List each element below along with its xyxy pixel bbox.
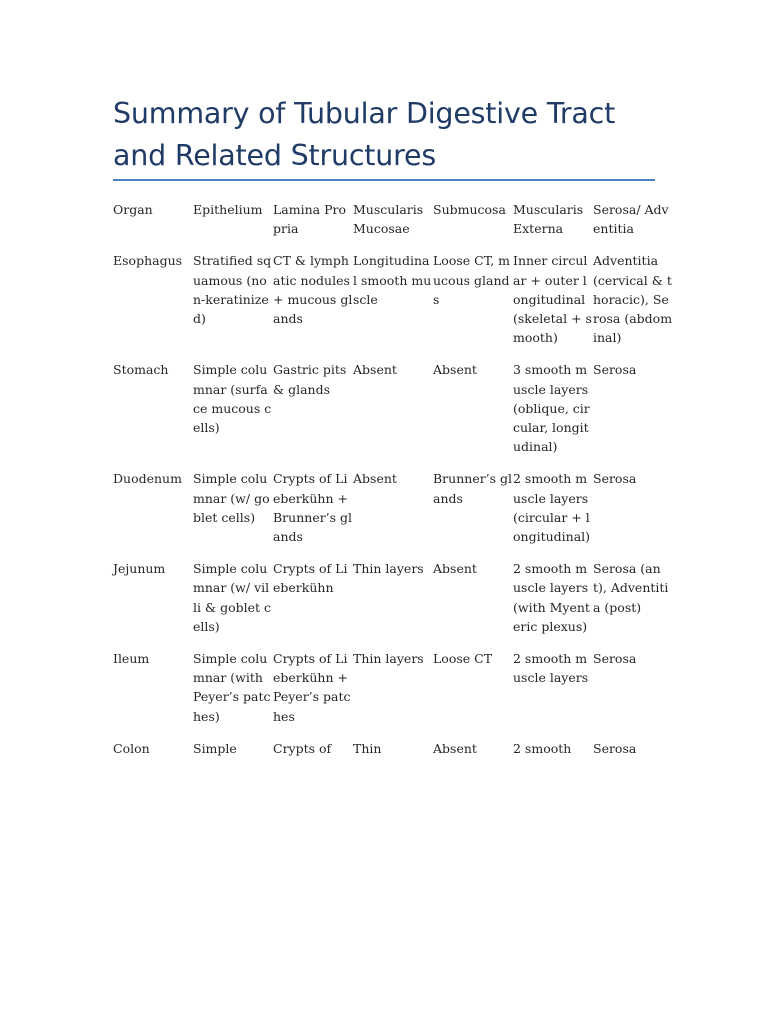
table-cell: Simple (193, 740, 237, 756)
table-cell: Crypts of Lieberkühn + Brunner’s glands (273, 471, 353, 545)
table-cell: Inner circular + outer longitudinal (skeletal + smooth) (513, 253, 592, 346)
organ-cell: Stomach (113, 362, 169, 378)
table-cell: Serosa (593, 740, 637, 756)
table-row (113, 559, 673, 649)
table-cell: Thin layers (353, 651, 424, 667)
table-cell: Crypts of Lieberkühn (273, 561, 348, 596)
table-cell: 2 smooth muscle layers (513, 651, 589, 686)
table-row (113, 469, 673, 559)
table-cell: Absent (353, 471, 397, 487)
table-cell: Gastric pits & glands (273, 362, 347, 397)
table-cell: 2 smooth muscle layers (with Myenteric plexus) (513, 561, 590, 634)
table-cell: Serosa (ant), Adventitia (post) (593, 561, 669, 615)
table-cell: Crypts of (273, 740, 332, 756)
table-row (113, 649, 673, 739)
header-cell: Muscularis Mucosae (353, 202, 424, 237)
header-cell: Lamina Propria (273, 202, 346, 237)
table-cell: CT & lymphatic nodules + mucous glands (273, 253, 353, 327)
organ-cell: Duodenum (113, 471, 182, 487)
table-cell: Simple columnar (w/ goblet cells) (193, 471, 270, 525)
summary-table (113, 200, 673, 771)
table-row (113, 739, 673, 771)
table-cell: 3 smooth muscle layers (oblique, circular, longitudinal) (513, 362, 590, 455)
table-cell: Absent (433, 362, 477, 378)
table-cell: Absent (433, 561, 477, 577)
table-cell: Thin layers (353, 561, 424, 577)
table-cell: Serosa (593, 471, 637, 487)
table-cell: Crypts of Lieberkühn + Peyer’s patches (273, 651, 351, 724)
table-cell: Loose CT, mucous glands (433, 253, 511, 307)
table-cell: Serosa (593, 362, 637, 378)
table-cell: Simple columnar (with Peyer’s patches) (193, 651, 271, 724)
table-cell: Loose CT (433, 651, 493, 667)
header-cell: Epithelium (193, 202, 263, 217)
header-cell: Serosa/ Adventitia (593, 202, 669, 237)
table-cell: Brunner’s glands (433, 471, 513, 506)
table-cell: 2 smooth (513, 740, 572, 756)
organ-cell: Jejunum (113, 561, 166, 577)
table-cell: Simple columnar (w/ villi & goblet cells) (193, 561, 271, 634)
organ-cell: Colon (113, 740, 150, 756)
organ-cell: Ileum (113, 651, 150, 667)
organ-cell: Esophagus (113, 253, 183, 269)
table-header-row (113, 200, 673, 251)
table-row (113, 251, 673, 360)
table-cell: Absent (353, 362, 397, 378)
table-row (113, 360, 673, 469)
title-underline (113, 179, 655, 181)
table-cell: Stratified squamous (non-keratinized) (193, 253, 272, 327)
header-cell: Organ (113, 202, 153, 217)
header-cell: Submucosa (433, 202, 506, 217)
table-cell: 2 smooth muscle layers (circular + longitudinal) (513, 471, 591, 545)
page-title: Summary of Tubular Digestive Tract and Related Structures (113, 97, 616, 172)
table-cell: Simple columnar (surface mucous cells) (193, 362, 272, 436)
table-cell: Adventitia (cervical & thoracic), Serosa (abdominal) (593, 253, 673, 346)
header-cell: Muscularis Externa (513, 202, 584, 237)
table-cell: Serosa (593, 651, 637, 667)
table-cell: Thin (353, 740, 382, 756)
table-cell: Absent (433, 740, 477, 756)
table-cell: Longitudinal smooth muscle (353, 253, 432, 307)
